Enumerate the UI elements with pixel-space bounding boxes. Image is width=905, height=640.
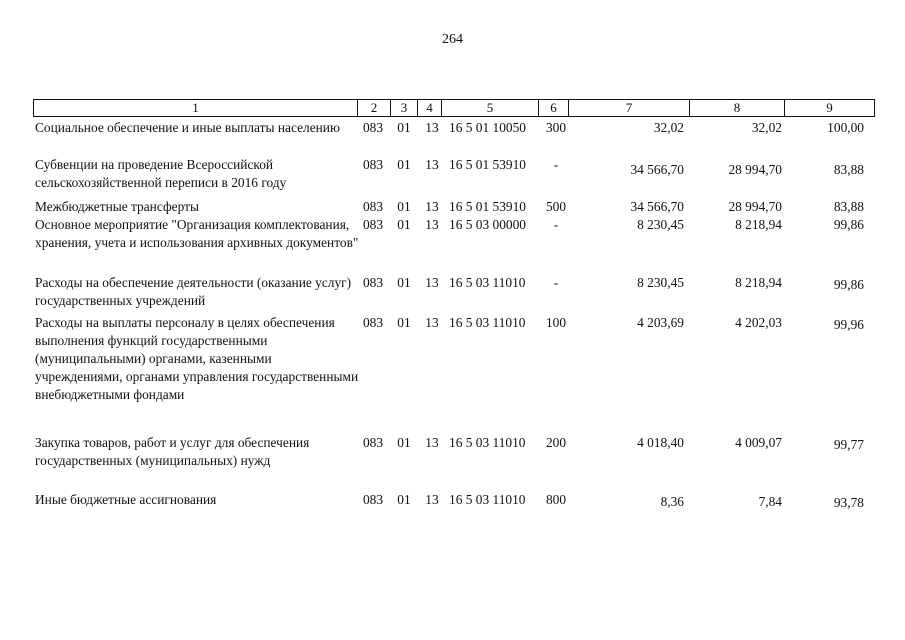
cell-col2: 083 [362,315,384,330]
cell-col7: 34 566,70 [630,199,684,214]
cell-col8: 7,84 [758,494,782,509]
cell-col8: 4 202,03 [735,315,782,330]
cell-col6: - [553,275,559,290]
column-header-5: 5 [442,100,539,116]
cell-col2: 083 [362,435,384,450]
cell-col6: 200 [545,435,567,450]
cell-col4: 13 [425,435,439,450]
cell-col5: 16 5 03 00000 [449,217,526,232]
cell-col5: 16 5 03 11010 [449,435,526,450]
cell-col8: 8 218,94 [735,217,782,232]
cell-col6: 100 [545,315,567,330]
column-header-1: 1 [34,100,358,116]
cell-col9: 99,77 [833,437,864,452]
column-header-3: 3 [391,100,418,116]
cell-col2: 083 [362,157,384,172]
cell-col8: 28 994,70 [728,162,782,177]
cell-col4: 13 [425,157,439,172]
cell-col5: 16 5 01 53910 [449,199,526,214]
cell-col6: - [553,157,559,172]
cell-col9: 99,86 [833,277,864,292]
cell-col2: 083 [362,217,384,232]
cell-col7: 34 566,70 [630,162,684,177]
column-header-9: 9 [826,100,833,115]
cell-col2: 083 [362,275,384,290]
cell-col9: 100,00 [827,120,864,135]
row-name: Расходы на выплаты персоналу в целях обеспечения выполнения функций государственными (муниципальными) органами, казенными учреждениями, органами управления государственными внебюджетными фондами [35,315,359,402]
cell-col5: 16 5 03 11010 [449,492,526,507]
row-name: Межбюджетные трансферты [35,199,199,214]
cell-col8: 8 218,94 [735,275,782,290]
cell-col9: 99,96 [833,317,864,332]
cell-col4: 13 [425,315,439,330]
cell-col5: 16 5 03 11010 [449,315,526,330]
row-name: Иные бюджетные ассигнования [35,492,217,507]
cell-col7: 4 203,69 [637,315,684,330]
row-name: Социальное обеспечение и иные выплаты населению [35,120,340,135]
column-header-7: 7 [569,100,690,116]
cell-col4: 13 [425,199,439,214]
row-name: Субвенции на проведение Всероссийской сельскохозяйственной переписи в 2016 году [35,157,287,190]
cell-col8: 32,02 [751,120,782,135]
cell-col7: 32,02 [653,120,684,135]
cell-col4: 13 [425,275,439,290]
cell-col3: 01 [397,120,411,135]
column-header-4: 4 [418,100,442,116]
cell-col2: 083 [362,120,384,135]
cell-col4: 13 [425,120,439,135]
cell-col7: 4 018,40 [637,435,684,450]
cell-col8: 4 009,07 [735,435,782,450]
table-header-row [33,99,875,117]
cell-col3: 01 [397,435,411,450]
cell-col5: 16 5 01 53910 [449,157,526,172]
page-number: 264 [442,32,463,47]
cell-col3: 01 [397,157,411,172]
row-name: Основное мероприятие "Организация комплектования, хранения, учета и использования архивных документов" [35,217,359,250]
row-name: Закупка товаров, работ и услуг для обеспечения государственных (муниципальных) нужд [35,435,310,468]
column-header-8: 8 [690,100,785,116]
cell-col3: 01 [397,315,411,330]
cell-col4: 13 [425,217,439,232]
cell-col5: 16 5 01 10050 [449,120,526,135]
row-name: Расходы на обеспечение деятельности (оказание услуг) государственных учреждений [35,275,352,308]
cell-col9: 83,88 [833,162,864,177]
cell-col9: 93,78 [833,495,864,510]
cell-col3: 01 [397,199,411,214]
cell-col6: 300 [545,120,567,135]
cell-col9: 83,88 [833,199,864,214]
cell-col5: 16 5 03 11010 [449,275,526,290]
column-header-6: 6 [539,100,569,116]
cell-col7: 8,36 [660,494,684,509]
cell-col2: 083 [362,492,384,507]
cell-col3: 01 [397,275,411,290]
cell-col3: 01 [397,492,411,507]
cell-col9: 99,86 [833,217,864,232]
cell-col6: 500 [545,199,567,214]
cell-col6: - [553,217,559,232]
cell-col3: 01 [397,217,411,232]
cell-col8: 28 994,70 [728,199,782,214]
cell-col2: 083 [362,199,384,214]
cell-col4: 13 [425,492,439,507]
cell-col7: 8 230,45 [637,275,684,290]
cell-col7: 8 230,45 [637,217,684,232]
column-header-2: 2 [358,100,391,116]
cell-col6: 800 [545,492,567,507]
